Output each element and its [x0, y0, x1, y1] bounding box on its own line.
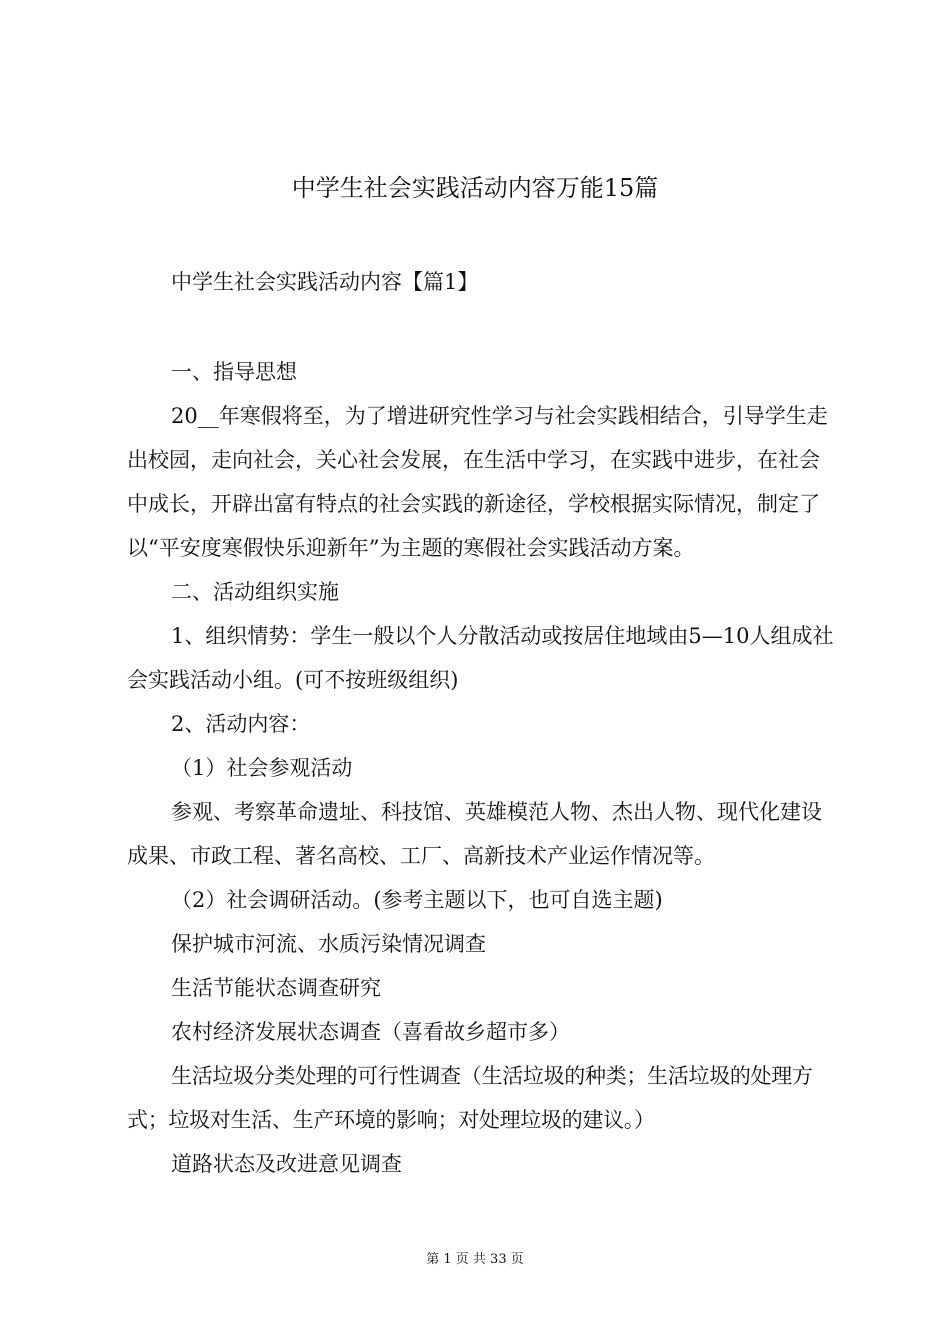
section-heading: 中学生社会实践活动内容【篇1】: [171, 270, 479, 294]
document-body: [127, 350, 837, 1186]
paragraph-intro: 20__年寒假将至，为了增进研究性学习与社会实践相结合，引导学生走出校园，走向社会，关心社会发展，在生活中学习，在实践中进步，在社会中成长，开辟出富有特点的社会实践的新途径，学校根据实际情况，制定了以“平安度寒假快乐迎新年”为主题的寒假社会实践活动方案。: [127, 404, 828, 560]
page-footer: 第 1 页 共 33 页: [426, 1252, 524, 1267]
paragraph-organization-heading: 二、活动组织实施: [171, 580, 339, 604]
paragraph-topic-river: 保护城市河流、水质污染情况调查: [171, 932, 486, 956]
paragraph-activity-content: 2、活动内容：: [171, 712, 311, 736]
paragraph-visit-details: 参观、考察革命遗址、科技馆、英雄模范人物、杰出人物、现代化建设成果、市政工程、著名高校、工厂、高新技术产业运作情况等。: [127, 800, 822, 868]
paragraph-research-activity: （2）社会调研活动。(参考主题以下，也可自选主题): [171, 888, 663, 912]
paragraph-topic-energy: 生活节能状态调查研究: [171, 976, 381, 1000]
paragraph-topic-roads: 道路状态及改进意见调查: [171, 1152, 402, 1176]
document-title: 中学生社会实践活动内容万能15篇: [291, 174, 659, 202]
paragraph-topic-rural: 农村经济发展状态调查（喜看故乡超市多）: [171, 1020, 570, 1044]
paragraph-topic-garbage: 生活垃圾分类处理的可行性调查（生活垃圾的种类；生活垃圾的处理方式；垃圾对生活、生产环境的影响；对处理垃圾的建议。）: [127, 1064, 813, 1132]
paragraph-visit-activity: （1）社会参观活动: [171, 756, 353, 780]
paragraph-organization-form: 1、组织情势：学生一般以个人分散活动或按居住地域由5—10人组成社会实践活动小组。(可不按班级组织): [127, 624, 834, 692]
paragraph-guiding-thought: 一、指导思想: [171, 360, 297, 384]
